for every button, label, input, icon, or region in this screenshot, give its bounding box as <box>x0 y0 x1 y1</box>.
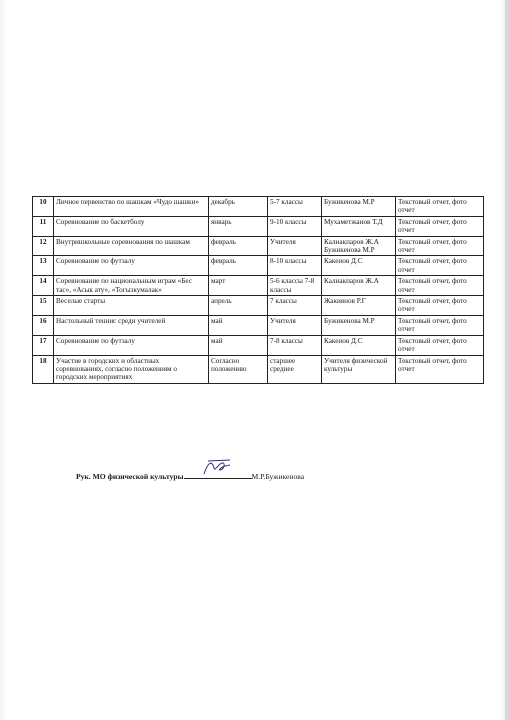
report-type-cell: Текстовый отчет, фото отчет <box>396 236 484 256</box>
event-month-cell: март <box>209 276 268 296</box>
signature-line <box>184 470 252 479</box>
participants-cell: 7-8 классы <box>268 335 322 355</box>
table-row <box>33 355 484 383</box>
responsible-person-cell: Какенов Д.С <box>322 335 396 355</box>
responsible-person-cell: Калиакпаров Ж.А Бужикенова М.Р <box>322 236 396 256</box>
event-name-cell: Личное первенство по шашкам «Чудо шашки» <box>54 197 209 217</box>
participants-cell: 7 классы <box>268 296 322 316</box>
report-type-cell: Текстовый отчет, фото отчет <box>396 216 484 236</box>
row-number-cell: 14 <box>33 276 54 296</box>
table-row <box>33 335 484 355</box>
event-name-cell: Веселые старты <box>54 296 209 316</box>
event-month-cell: февраль <box>209 256 268 276</box>
responsible-person-cell: Бужикенова М.Р <box>322 315 396 335</box>
responsible-person-cell: Бужикенова М.Р <box>322 197 396 217</box>
participants-cell: 9-10 классы <box>268 216 322 236</box>
scan-edge-shadow <box>505 0 509 720</box>
report-type-cell: Текстовый отчет, фото отчет <box>396 256 484 276</box>
row-number-cell: 15 <box>33 296 54 316</box>
report-type-cell: Текстовый отчет, фото отчет <box>396 315 484 335</box>
event-month-cell: май <box>209 315 268 335</box>
participants-cell: Учителя <box>268 236 322 256</box>
responsible-person-cell: Жакиянов Р.Г <box>322 296 396 316</box>
event-month-cell: февраль <box>209 236 268 256</box>
event-name-cell: Внутришкольные соревнования по шашкам <box>54 236 209 256</box>
table-row <box>33 197 484 217</box>
event-month-cell: декабрь <box>209 197 268 217</box>
responsible-person-cell: Калиакпаров Ж.А <box>322 276 396 296</box>
participants-cell: 8-10 классы <box>268 256 322 276</box>
row-number-cell: 12 <box>33 236 54 256</box>
event-name-cell: Соревнование по национальным играм «Бес тас», «Асык ату», «Тогызкумалак» <box>54 276 209 296</box>
signatory-name: М.Р.Бужикенова <box>251 472 305 481</box>
report-type-cell: Текстовый отчет, фото отчет <box>396 335 484 355</box>
row-number-cell: 10 <box>33 197 54 217</box>
participants-cell: старшее среднее <box>268 355 322 383</box>
participants-cell: 5-6 классы 7-8 классы <box>268 276 322 296</box>
report-type-cell: Текстовый отчет, фото отчет <box>396 355 484 383</box>
row-number-cell: 16 <box>33 315 54 335</box>
row-number-cell: 17 <box>33 335 54 355</box>
table-row <box>33 216 484 236</box>
table-row <box>33 256 484 276</box>
report-type-cell: Текстовый отчет, фото отчет <box>396 197 484 217</box>
event-month-cell: май <box>209 335 268 355</box>
handwritten-signature <box>200 458 240 478</box>
event-month-cell: апрель <box>209 296 268 316</box>
participants-cell: Учителя <box>268 315 322 335</box>
participants-cell: 5-7 классы <box>268 197 322 217</box>
event-month-cell: Согласно положению <box>209 355 268 383</box>
event-name-cell: Соревнование по футзалу <box>54 335 209 355</box>
responsible-person-cell: Учителя физической культуры <box>322 355 396 383</box>
responsible-person-cell: Какенов Д.С <box>322 256 396 276</box>
report-type-cell: Текстовый отчет, фото отчет <box>396 296 484 316</box>
event-month-cell: январь <box>209 216 268 236</box>
report-type-cell: Текстовый отчет, фото отчет <box>396 276 484 296</box>
event-name-cell: Настольный теннис среди учителей <box>54 315 209 335</box>
event-name-cell: Участие в городских и областных соревнованиях, согласно положениям о городских мероприятиях <box>54 355 209 383</box>
row-number-cell: 13 <box>33 256 54 276</box>
signature-block <box>76 470 304 481</box>
table-body <box>33 197 484 384</box>
event-name-cell: Соревнование по баскетболу <box>54 216 209 236</box>
table-row <box>33 276 484 296</box>
table-row <box>33 296 484 316</box>
table-row <box>33 236 484 256</box>
row-number-cell: 18 <box>33 355 54 383</box>
responsible-person-cell: Мухаметжанов Т.Д <box>322 216 396 236</box>
event-name-cell: Соревнование по футзалу <box>54 256 209 276</box>
table-row <box>33 315 484 335</box>
signatory-role: Рук. МО физической культуры <box>76 472 184 481</box>
sports-events-table <box>32 196 484 384</box>
row-number-cell: 11 <box>33 216 54 236</box>
